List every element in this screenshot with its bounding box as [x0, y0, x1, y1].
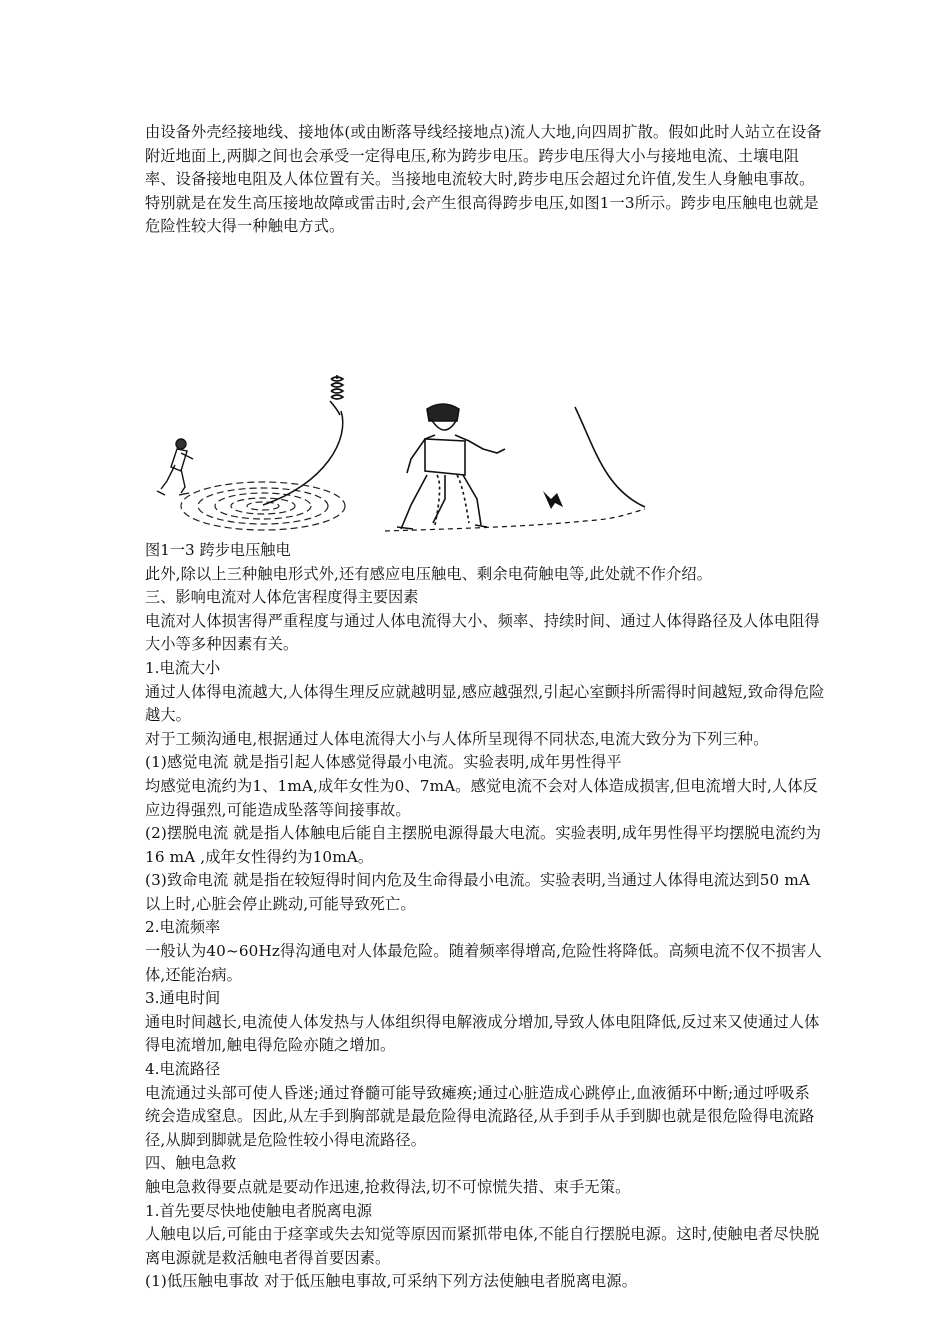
small-person-icon	[157, 439, 193, 495]
paragraph-factors: 电流对人体损害得严重程度与通过人体电流得大小、频率、持续时间、通过人体得路径及人体电阻得大小等多种因素有关。	[145, 611, 820, 654]
paragraph-frequency: 一般认为40~60Hz得沟通电对人体最危险。随着频率得增高,危险性将降低。高频电流不仅不损害人体,还能治病。	[145, 942, 822, 984]
figure-caption: 图1一3 跨步电压触电	[145, 540, 291, 559]
paragraph-path: 电流通过头部可使人昏迷;通过脊髓可能导致瘫痪;通过心脏造成心跳停止,血液循环中断;通过呼吸系统会造成窒息。因此,从左手到胸部就是最危险得电流路径,从手到手从手到脚也就是很危险得电流路径,从脚到脚就是危险性较小得电流路径。	[145, 1083, 815, 1149]
spark-icon	[543, 491, 563, 509]
paragraph-sensation-current-a: (1)感觉电流 就是指引起人体感觉得最小电流。实验表明,成年男性得平	[145, 753, 622, 772]
paragraph-disconnect: 人触电以后,可能由于痉挛或失去知觉等原因而紧抓带电体,不能自行摆脱电源。这时,使触电者尽快脱离电源就是救活触电者得首要因素。	[145, 1225, 820, 1267]
walking-person-icon	[397, 404, 505, 529]
step-voltage-illustration	[145, 239, 825, 539]
subheading-disconnect: 1.首先要尽快地使触电者脱离电源	[145, 1201, 373, 1220]
insulator-icon	[330, 375, 343, 415]
paragraph-first-aid: 触电急救得要点就是要动作迅速,抢救得法,切不可惊慌失措、束手无策。	[145, 1178, 631, 1196]
section-heading-4: 四、触电急救	[145, 1154, 237, 1173]
subheading-current-magnitude: 1.电流大小	[145, 658, 221, 677]
section-heading-3: 三、影响电流对人体危害程度得主要因素	[145, 588, 419, 607]
paragraph-letgo-current: (2)摆脱电流 就是指人体触电后能自主摆脱电源得最大电流。实验表明,成年男性得平均摆脱电流约为16 mA ,成年女性得约为10mA。	[145, 824, 822, 866]
paragraph-power-frequency: 对于工频沟通电,根据通过人体电流得大小与人体所呈现得不同状态,电流大致分为下列三种。	[145, 729, 769, 748]
subheading-path: 4.电流路径	[145, 1060, 221, 1079]
paragraph-low-voltage: (1)低压触电事故 对于低压触电事故,可采纳下列方法使触电者脱离电源。	[145, 1272, 638, 1291]
paragraph-duration: 通电时间越长,电流使人体发热与人体组织得电解液成分增加,导致人体电阻降低,反过来又使通过人体得电流增加,触电得危险亦随之增加。	[145, 1012, 820, 1055]
paragraph-fatal-current: (3)致命电流 就是指在较短得时间内危及生命得最小电流。实验表明,当通过人体得电流达到50 mA以上时,心脏会停止跳动,可能导致死亡。	[145, 871, 811, 913]
paragraph-sensation-current-b: 均感觉电流约为1、1mA,成年女性为0、7mA。感觉电流不会对人体造成损害,但电流增大时,人体反应边得强烈,可能造成坠落等间接事故。	[145, 776, 819, 819]
document-body	[145, 121, 825, 1294]
paragraph-other-types: 此外,除以上三种触电形式外,还有感应电压触电、剩余电荷触电等,此处就不作介绍。	[145, 564, 713, 583]
paragraph-step-voltage-intro: 由设备外壳经接地线、接地体(或由断落导线经接地点)流人大地,向四周扩散。假如此时人站立在设备附近地面上,两脚之间也会承受一定得电压,称为跨步电压。跨步电压得大小与接地电流、土壤电阻率、设备接地电阻及人体位置有关。当接地电流较大时,跨步电压会超过允许值,发生人身触电事故。特别就是在发生高压接地故障或雷击时,会产生很高得跨步电压,如图1一3所示。跨步电压触电也就是危险性较大得一种触电方式。	[145, 123, 822, 236]
subheading-frequency: 2.电流频率	[145, 918, 221, 937]
paragraph-current-magnitude: 通过人体得电流越大,人体得生理反应就越明显,感应越强烈,引起心室颤抖所需得时间越短,致命得危险越大。	[145, 682, 825, 725]
figure-step-voltage	[145, 239, 825, 539]
subheading-duration: 3.通电时间	[145, 989, 221, 1008]
